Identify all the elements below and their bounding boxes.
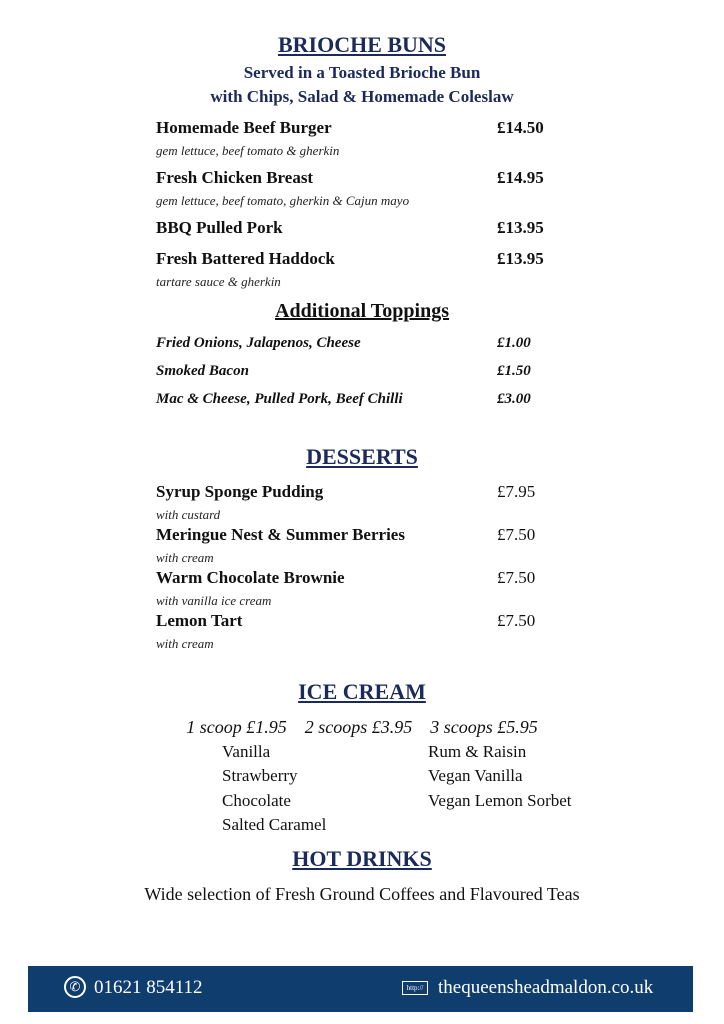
item-name: Lemon Tart xyxy=(156,611,243,630)
item-desc: with cream xyxy=(156,636,214,651)
item-name: Warm Chocolate Brownie xyxy=(156,568,345,587)
item-desc: gem lettuce, beef tomato, gherkin & Cajun mayo xyxy=(156,193,410,208)
flavour: Vanilla xyxy=(222,742,271,761)
topping-price: £3.00 xyxy=(497,391,531,407)
flavour: Vegan Lemon Sorbet xyxy=(428,791,572,810)
item-name: Fresh Chicken Breast xyxy=(156,168,314,187)
item-name: Homemade Beef Burger xyxy=(156,118,332,137)
item-desc: with cream xyxy=(156,550,214,565)
topping-name: Mac & Cheese, Pulled Pork, Beef Chilli xyxy=(156,391,403,407)
topping-price: £1.50 xyxy=(497,363,531,379)
item-price: £14.95 xyxy=(497,168,544,187)
item-desc: with custard xyxy=(156,507,221,522)
section-title-desserts: DESSERTS xyxy=(306,444,418,469)
item-price: £7.95 xyxy=(497,482,536,501)
item-name: Fresh Battered Haddock xyxy=(156,249,335,268)
brioche-subtitle: Served in a Toasted Brioche Bun xyxy=(243,63,481,82)
topping-name: Fried Onions, Jalapenos, Cheese xyxy=(156,335,361,351)
hot-drinks-text: Wide selection of Fresh Ground Coffees and Flavoured Teas xyxy=(144,884,580,904)
item-name: Syrup Sponge Pudding xyxy=(156,482,324,501)
phone-icon: ✆ xyxy=(64,976,86,998)
phone-number[interactable]: 01621 854112 xyxy=(94,977,203,998)
flavour: Rum & Raisin xyxy=(428,742,527,761)
flavour: Salted Caramel xyxy=(222,815,327,834)
item-price: £14.50 xyxy=(497,118,544,137)
item-price: £13.95 xyxy=(497,218,544,237)
item-desc: tartare sauce & gherkin xyxy=(156,274,281,289)
topping-price: £1.00 xyxy=(497,335,531,351)
section-title-ice-cream: ICE CREAM xyxy=(298,679,426,704)
item-price: £7.50 xyxy=(497,611,536,630)
item-desc: with vanilla ice cream xyxy=(156,593,272,608)
item-name: BBQ Pulled Pork xyxy=(156,218,283,237)
footer-bar xyxy=(28,966,693,1012)
item-price: £13.95 xyxy=(497,249,544,268)
topping-name: Smoked Bacon xyxy=(156,363,249,379)
item-name: Meringue Nest & Summer Berries xyxy=(156,525,405,544)
toppings-title: Additional Toppings xyxy=(275,300,449,322)
item-price: £7.50 xyxy=(497,525,536,544)
item-price: £7.50 xyxy=(497,568,536,587)
section-title-brioche: BRIOCHE BUNS xyxy=(277,32,447,57)
item-desc: gem lettuce, beef tomato & gherkin xyxy=(156,143,340,158)
flavour: Strawberry xyxy=(222,766,298,785)
flavour: Chocolate xyxy=(222,791,291,810)
section-title-hot-drinks: HOT DRINKS xyxy=(292,846,432,871)
web-icon: http:// xyxy=(402,981,428,995)
website-link[interactable]: thequeensheadmaldon.co.uk xyxy=(438,977,654,998)
flavour: Vegan Vanilla xyxy=(428,766,523,785)
ice-cream-prices: 1 scoop £1.95 2 scoops £3.95 3 scoops £5.95 xyxy=(186,717,538,737)
brioche-subtitle: with Chips, Salad & Homemade Coleslaw xyxy=(210,87,514,106)
